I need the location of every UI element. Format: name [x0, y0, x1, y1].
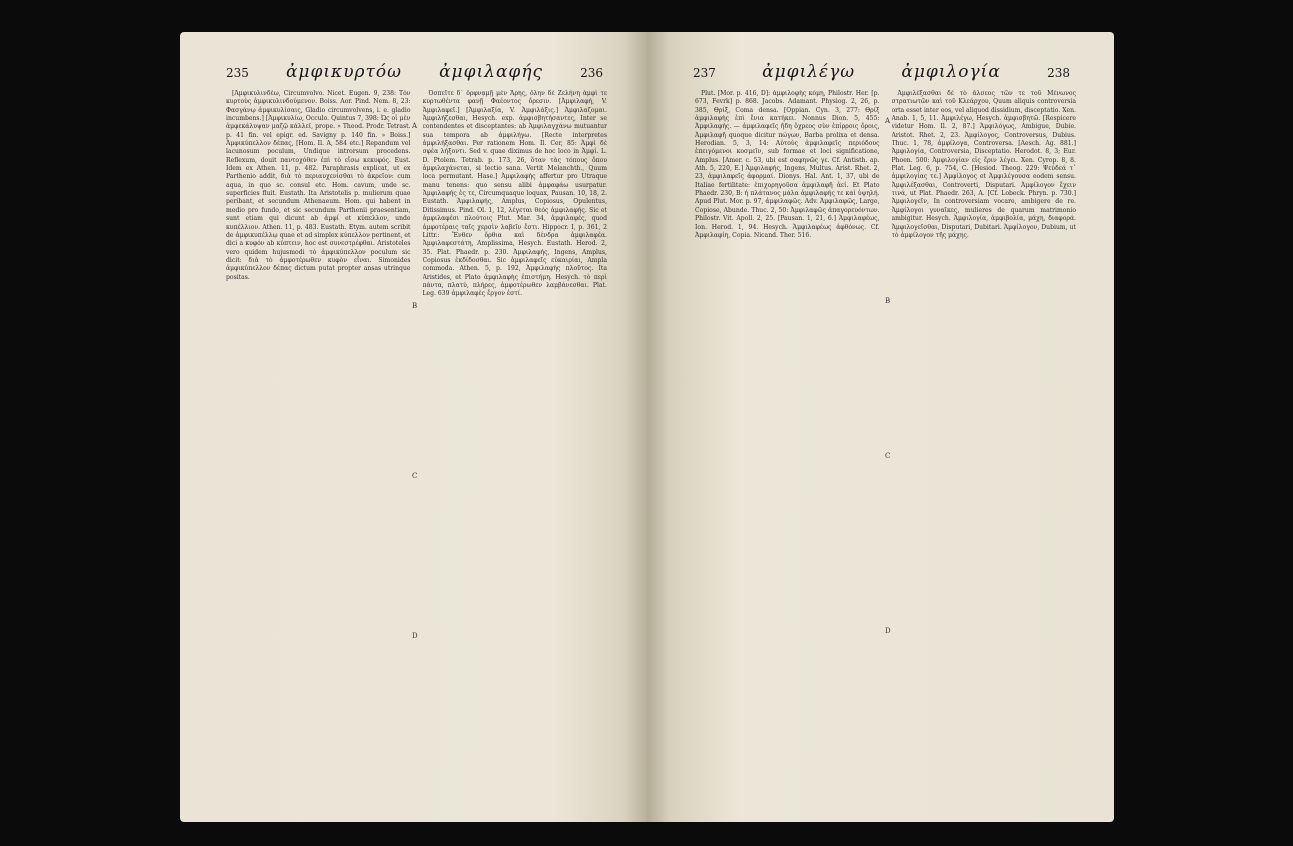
margin-letter-a: A: [412, 122, 418, 130]
left-page-header: [226, 62, 603, 82]
right-page: [647, 32, 1114, 822]
column-text: Plut. [Mor. p. 416, D]: ἀμφιλοφὴς κόμη, Philostr. Her. [p. 673, Fevrk] p. 868. Jacobs. Adamant. Physiog. 2, 26, p. 385, Θρίξ, Coma densa. [Oppian. Cyn. 3, 277: Θρίξ ἀμφιλαφὴς ἐπὶ ἔνια κατήκει. Nonnus Dion. 5, 455: Ἀμφιλαφής. — ἀμφιλαφεῖς ἤδη ὄχρεος σὺν ἐπίρροις ὄροις, Ἀμφιλαφῆ quoque dicitur πώγων, Barba prolixa et densa. Herodian. 5, 3, 14: Αὐτοὺς ἀμφιλαφεῖς περιόδους ἐπειγόμενοι κοσμεῖν, sub formae et loci significatione, Amplus. [Amer. c. 53, ubi est σαφηνῶς γε. Cf. Antisth. ap. Ath. 5, 220, E.] Ἀμφιλαφής, Ingens, Multus. Arist. Rhet. 2, 23, ἀμφιλαφεῖς ἀφορμαί. Dionys. Hal. Ant. 1, 37, ubi de Italiae fertilitate: ἐπιχορηγοῦσα ἀμφιλαφῆ ἀεί. Et Plato Phaedr. 230, B: ἡ πλάτανος μάλα ἀμφιλαφής τε καὶ ὑψηλή. Apud Plut. Mor. p. 97, ἀμφιλαφῶς. Adv. Ἀμφιλαφῶς, Large, Copiose, Abunde. Thuc. 2, 50: Ἀμφιλαφῶς ἀπαγορευόντων. Philostr. Vit. Apoll. 2, 25. [Pausan. 1, 21, 6.] Ἀμφιλαφέως, Ion. Herod. 1, 94. Hesych. Ἀμφιλαφέως ἀφθόνως. Cf. Ἀμφιλαφίη, Copia. Nicand. Ther. 516.: [695, 90, 880, 239]
page-number-236: 236: [580, 66, 603, 80]
running-head-left: ἀμφιλέγω: [762, 62, 856, 82]
margin-letter-d: D: [412, 632, 418, 640]
page-number-238: 238: [1047, 66, 1070, 80]
column-237: [695, 90, 880, 802]
left-page: [180, 32, 647, 822]
open-book: [180, 32, 1115, 822]
page-number-235: 235: [226, 66, 249, 80]
right-page-header: [693, 62, 1070, 82]
margin-letter-c: C: [412, 472, 418, 480]
column-236: [423, 90, 608, 802]
page-number-237: 237: [693, 66, 716, 80]
margin-letter-d: D: [885, 627, 891, 635]
running-head-right: ἀμφιλαφής: [439, 62, 544, 82]
column-text: Ἀμφιλέξασθαι δὲ τὸ ἄλσεος τῶν τε τοῦ Μένωνος στρατιωτῶν καὶ τοῦ Κλεάρχου, Quum aliquis controversia orta esset inter eos, vel aliquod dissidium, disceptatio. Xen. Anab. 1, 5, 11. Ἀμφιλέγω, Hesych. ἀμφισβητῶ. [Respicere videtur Hom. Il. 2, 87.] Ἀμφιλόγως, Ambigue, Dubie. Aristot. Rhet. 2, 23. Ἀμφίλογος, Controversus, Dubius. Thuc. 1, 78, ἀμφίλογα, Controversa. [Aesch. Ag. 881.] Ἀμφιλογία, Controversia, Disceptatio. Herodot. 8, 3; Eur. Phoen. 500: Ἀμφιλογίαν εἰς ἔριν λέγει. Xen. Cyrop. 8, 8. Plat. Leg. 6, p. 754, C. [Hesiod. Theog. 229: Ψεύδεά τ᾽ ἀμφιλογίας τε.] Ἀμφίλογος et Ἀμφιλέγουσα eodem sensu. Ἀμφιλέξασθαι, Controverti, Disputari. Ἀμφίλογον ἔχειν τινά, ut Plat. Phaedr. 263, A. [Cf. Lobeck. Phryn. p. 730.] Ἀμφιλογεῖν, In controversiam vocare, ambigere de re. Ἀμφίλογοι γυναῖκες, mulieres de quarum matrimonio ambigitur. Hesych. Ἀμφιλογία, ἀμφιβολία, μάχη, διαφορά. Ἀμφιλογεῖσθαι, Disputari, Dubitari. Ἀμφίλογον, Dubium, ut τὸ ἀμφίλογον τῆς μάχης.: [891, 90, 1076, 239]
column-235: [226, 90, 411, 802]
margin-letter-a: A: [885, 117, 891, 125]
margin-letter-b: B: [885, 297, 891, 305]
margin-letter-b: B: [412, 302, 418, 310]
running-head-right: ἀμφιλογία: [901, 62, 1001, 82]
column-text: Ὀσπεῖτε δ᾽ ὄρφνᾳμῇ μὲν Ἄρης, ὄλην δὲ Ζελήνη ἀμφὶ τε κυρτωθέντα φανῇ Φαέοντος ὄρεσιν. [Ἀμφιλαφή, V. Ἀμφιλαφεῖ.] [Ἀμφιλαξία, V. Ἀμφιλάξις.] Ἀμφιλαζομαι. Ἀμφιλήζεσθαι, Hesych. exp. ἀμφισβητήσαντες, Inter se contendentes et disceptantes: ab Ἀμφιλαγχάνω mutuantur sua tempora ab ἀμφιλήγω. [Recte interpretes ἀμφιλήξασθαι. Per rationem Hom. Il. Cer, 85: Ἀμφὶ δὲ σφέα λήξοντι. Sed v. quae diximus de hoc loco in Ἀμφί. L. D. Ptolem. Tetrab. p. 173, 26, ὅταν τὰς τόπους ὅπου ἀμφιλαχάνεται, si lectio sana. Vertit Melanchth., Quum loca permutant. Hase.] Ἀμφιλαφής affertur pro Utraque manu tenens: quo sensu alibi ἀμφαφάω usurpatur. Ἀμφιλαφής ἐς τε, Circumquaque loquax, Pausan. 10, 18, 2. Eustath. Ἀμφιλαφής, Amplus, Copiosus, Opulentus, Ditissimus. Pind. Ol. 1, 12, λέγεται θεός ἀμφιλαφής. Sic et ἀμφιλαφέσι πλούτοις Plut. Mar. 34, ἄμφιλαφές, quod ἀμφοτέραις ταῖς χερσὶν λαβεῖν ἔστι. Hippocr. I, p. 361, 2 Littr.: Ἔνθεν ὄρθια καὶ δένδρα ἀμφιλαφέα. Ἀμφιλαφεστάτη, Amplissima, Hesych. Eustath. Herod. 2, 35. Plat. Phaedr. p. 230. Ἀμφιλαφής, Ingens, Amplus, Copiosus ἐκδίδοσθαι. Sic ἀμφιλαφεῖς εὐκαιρίαι, Ampla commoda. Athen. 5, p. 192, Ἀμφιλαφὴς πλοῦτος. Ita Aristides, et Plato ἀμφιλαφὴς ἐπιστήμη. Hesych. τὸ περὶ πάντα, πλατύ, πλήρες, ἀμφοτέρωθεν λαμβάνεσθαι. Plat. Leg. 639 ἀμφιλαφὲς ἔργον ἐστί.: [422, 90, 607, 298]
running-head-left: ἀμφικυρτόω: [285, 62, 403, 82]
column-238: [892, 90, 1077, 802]
margin-letter-c: C: [885, 452, 891, 460]
column-text: [Ἀμφικυλινδέω, Circumvolvo. Nicet. Eugen. 9, 238: Τὸν κυρτοὺς ἀμφικυλινδούμενον. Boiss. Aor. Pind. Nem. 8, 23: Φασγάνῳ ἀμφικυλίσαις, Gladio circumvolvens, i. e. gladio incumbens.] [Ἀμφικυλίω, Occulo. Quintus 7, 398: Ὡς οἱ μὲν ἀμφεκάλυψαν μαζῷ κάλλεϊ, prope. » Theod. Prodr. Tetrast. p. 41 fin. vel epigr. ed. Savigny p. 140 fin. » Boiss.] Ἀμφικύπελλον δέπας, [Hom. Il. A, 584 etc.] Repandum vel lacunosum poculum, Undique introrsum procedens. Reflexum, douit παντοχόθεν ἐπὶ τὸ εἴσω κεκυφός. Eust. Idem ex Athen. 11, p. 482. Paraphrasis explicat, ut ex Parthenio addit, διὰ τὸ περιαυχενίσθαι τὸ ἀκρεῖον: cum aqua, in quo sc. consul etc. Hom. cavum, unde sc. superficies fluit. Eustath. Ita Aristotelis p. mulierum quae peribant, et secundum Athenaeum. Hom. qui habent in medio pro fundo, et sic secundum Parthenii praesentiam, sunt etiam qui dicunt ab ἀμφί et κύπελλον, unde κυπέλλιον. Athen. 11, p. 483. Eustath. Etym. autem scribit de ἀμφικυπέλλῳ quae et ad simplex κύπελλον pertinent, et dici a κυφόν ab κύπτειν, hoc est συνεστρέφθαι. Aristoteles vero quidem hujusmodi τὸ ἀμφικύπελλον poculum sic dicit: διὰ τὸ ἀμφοτέρωθεν κυφὸν εἶναι. Simonides ἀμφικύπελλον δέπας dictum putat propter ansas utrinque positas.: [226, 90, 411, 281]
left-page-columns: [226, 90, 607, 802]
right-page-columns: [695, 90, 1076, 802]
